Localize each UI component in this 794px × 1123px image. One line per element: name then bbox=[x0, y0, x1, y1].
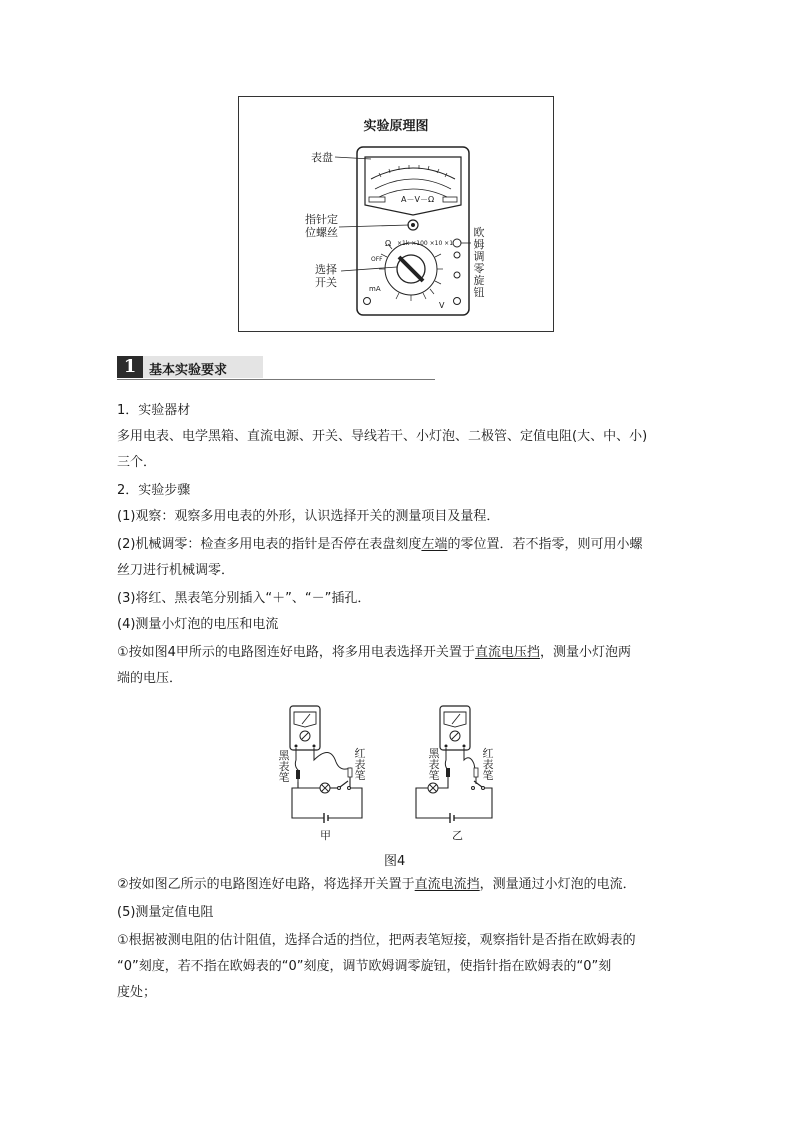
section-title: 基本实验要求 bbox=[149, 363, 228, 378]
step-resistor-a: ①根据被测电阻的估计阻值，选择合适的挡位，把两表笔短接，观察指针是否指在欧姆表的 bbox=[117, 933, 636, 948]
dial-off-text: OFF bbox=[371, 256, 383, 263]
heading-equipment: 1．实验器材 bbox=[117, 403, 191, 418]
section-divider bbox=[117, 379, 435, 380]
dial-ranges-text: ×1k ×100 ×10 ×1 bbox=[397, 240, 454, 247]
underlined-term: 左端 bbox=[421, 537, 448, 552]
figure-4-caption: 图4 bbox=[384, 854, 406, 869]
dial-scale-text: A－V－Ω bbox=[401, 195, 435, 204]
heading-steps: 2．实验步骤 bbox=[117, 483, 191, 498]
label-pointer-screw: 指针定位螺丝 bbox=[305, 213, 338, 239]
text-equipment-count: 三个． bbox=[117, 455, 157, 470]
label-ohm-zero-knob: 欧姆调零旋钮 bbox=[473, 226, 485, 299]
step-mechanical-zero: (2)机械调零：检查多用电表的指针是否停在表盘刻度左端的零位置．若不指零，则可用小螺 bbox=[117, 537, 643, 552]
figure-title: 实验原理图 bbox=[363, 119, 429, 134]
left-black-probe-label: 黑表笔 bbox=[278, 749, 290, 784]
step-mechanical-zero-cont: 丝刀进行机械调零． bbox=[117, 563, 235, 578]
step-insert-probes: (3)将红、黑表笔分别插入“＋”、“－”插孔． bbox=[117, 591, 371, 606]
text-equipment-list: 多用电表、电学黑箱、直流电源、开关、导线若干、小灯泡、二极管、定值电阻(大、中、小) bbox=[117, 429, 648, 444]
dial-v-text: V bbox=[439, 301, 445, 310]
step-measure-bulb: (4)测量小灯泡的电压和电流 bbox=[117, 617, 279, 632]
figure-4-circuits bbox=[280, 700, 520, 845]
underlined-term: 直流电压挡 bbox=[474, 645, 540, 660]
left-red-probe-label: 红表笔 bbox=[354, 747, 366, 782]
section-title-box bbox=[143, 356, 263, 378]
right-red-probe-label: 红表笔 bbox=[482, 747, 494, 782]
step-resistor-c: 度处； bbox=[117, 985, 157, 1000]
section-number: 1 bbox=[117, 356, 143, 378]
multimeter-principle-figure bbox=[238, 96, 554, 332]
right-black-probe-label: 黑表笔 bbox=[428, 747, 440, 782]
step-measure-voltage: ①按如图4甲所示的电路图连好电路，将多用电表选择开关置于直流电压挡，测量小灯泡两 bbox=[117, 645, 631, 660]
step-observe: (1)观察：观察多用电表的外形，认识选择开关的测量项目及量程． bbox=[117, 509, 500, 524]
circuit-left bbox=[290, 706, 362, 823]
step-measure-current: ②按如图乙所示的电路图连好电路，将选择开关置于直流电流挡，测量通过小灯泡的电流． bbox=[117, 877, 636, 892]
dial-ohm-text: Ω bbox=[385, 239, 392, 248]
left-circuit-name: 甲 bbox=[320, 829, 331, 842]
section-header bbox=[117, 356, 435, 380]
dial-ma-text: mA bbox=[369, 285, 381, 293]
step-measure-resistor: (5)测量定值电阻 bbox=[117, 905, 214, 920]
label-dial: 表盘 bbox=[311, 151, 333, 164]
right-circuit-name: 乙 bbox=[452, 829, 463, 842]
label-selector: 选择开关 bbox=[315, 263, 337, 289]
step-measure-voltage-cont: 端的电压． bbox=[117, 671, 183, 686]
step-resistor-b: “0”刻度，若不指在欧姆表的“0”刻度，调节欧姆调零旋钮，使指针指在欧姆表的“0”刻 bbox=[117, 959, 612, 974]
underlined-term: 直流电流挡 bbox=[414, 877, 480, 892]
